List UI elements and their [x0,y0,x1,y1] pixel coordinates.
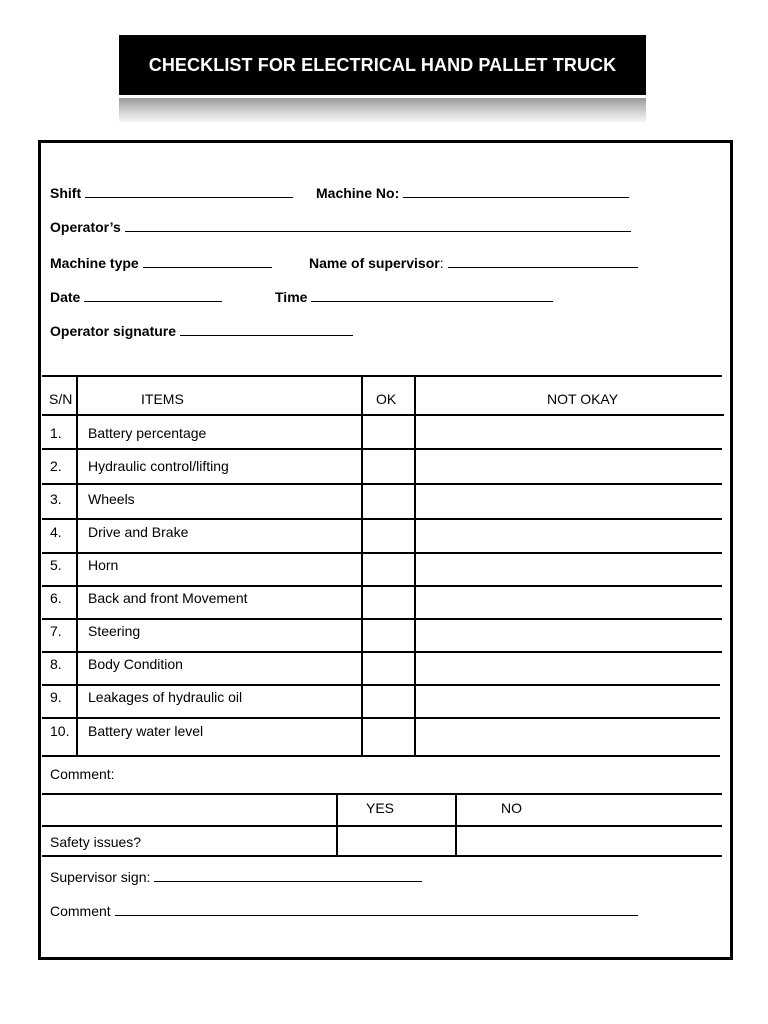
operator-signature-field[interactable] [50,323,353,339]
supervisor-name-label: Name of supervisor [309,255,440,271]
row-item: Drive and Brake [88,524,189,540]
safety-line [42,855,722,857]
table-line [42,552,722,554]
row-sn: 7. [50,623,62,639]
row-item: Battery water level [88,723,204,739]
table-divider-sn [76,375,78,756]
safety-line [42,793,722,795]
row-sn: 8. [50,656,62,672]
comment-field[interactable] [50,903,638,919]
operator-label: Operator’s [50,219,121,235]
machine-type-blank[interactable] [143,255,272,268]
safety-no-header: NO [501,800,522,816]
document-title-banner [119,35,646,95]
row-item: Leakages of hydraulic oil [88,689,243,705]
shift-field[interactable] [50,185,293,201]
operator-signature-blank[interactable] [180,323,353,336]
date-label: Date [50,289,81,305]
comment-line-label: Comment [50,903,111,919]
date-blank[interactable] [84,289,222,302]
header-not-okay: NOT OKAY [547,391,619,407]
table-divider-ok [414,375,416,756]
table-line [42,414,724,416]
row-item: Back and front Movement [88,590,248,606]
row-sn: 3. [50,491,62,507]
row-item: Steering [88,623,141,639]
row-sn: 10. [50,723,70,739]
table-line [42,448,722,450]
table-line [42,651,722,653]
row-sn: 2. [50,458,62,474]
machine-type-field[interactable] [50,255,272,271]
shift-label: Shift [50,185,82,201]
table-line [42,585,722,587]
comment-label: Comment: [50,766,115,782]
table-divider-items [361,375,363,756]
time-field[interactable] [275,289,553,305]
time-blank[interactable] [311,289,553,302]
row-sn: 1. [50,425,62,441]
operator-blank[interactable] [125,219,631,232]
row-sn: 5. [50,557,62,573]
machine-no-field[interactable] [316,185,629,201]
header-sn: S/N [49,391,73,407]
supervisor-name-colon: : [439,255,444,271]
safety-divider [336,793,338,856]
row-item: Wheels [88,491,135,507]
machine-no-label: Machine No: [316,185,400,201]
row-sn: 4. [50,524,62,540]
header-ok: OK [376,391,397,407]
title-shadow [119,98,646,122]
row-item: Battery percentage [88,425,207,441]
machine-no-blank[interactable] [403,185,629,198]
time-label: Time [275,289,308,305]
supervisor-sign-label: Supervisor sign: [50,869,151,885]
comment-blank[interactable] [115,903,638,916]
row-item: Body Condition [88,656,183,672]
table-line [42,717,720,719]
supervisor-sign-blank[interactable] [154,869,422,882]
row-item: Hydraulic control/lifting [88,458,229,474]
table-line [42,483,722,485]
document-title: CHECKLIST FOR ELECTRICAL HAND PALLET TRUCK [148,54,617,75]
operator-field[interactable] [50,219,631,235]
table-line [42,518,722,520]
supervisor-name-blank[interactable] [448,255,638,268]
operator-signature-label: Operator signature [50,323,177,339]
row-sn: 6. [50,590,62,606]
date-field[interactable] [50,289,222,305]
row-sn: 9. [50,689,62,705]
supervisor-name-field[interactable] [309,255,638,271]
safety-issues-label: Safety issues? [50,834,142,850]
safety-divider [455,793,457,856]
table-line [42,618,722,620]
header-items: ITEMS [141,391,184,407]
machine-type-label: Machine type [50,255,139,271]
table-line [42,755,720,757]
safety-line [42,825,722,827]
safety-yes-header: YES [366,800,395,816]
shift-blank[interactable] [85,185,293,198]
table-line [42,375,722,377]
row-item: Horn [88,557,119,573]
supervisor-sign-field[interactable] [50,869,422,885]
table-line [42,684,720,686]
